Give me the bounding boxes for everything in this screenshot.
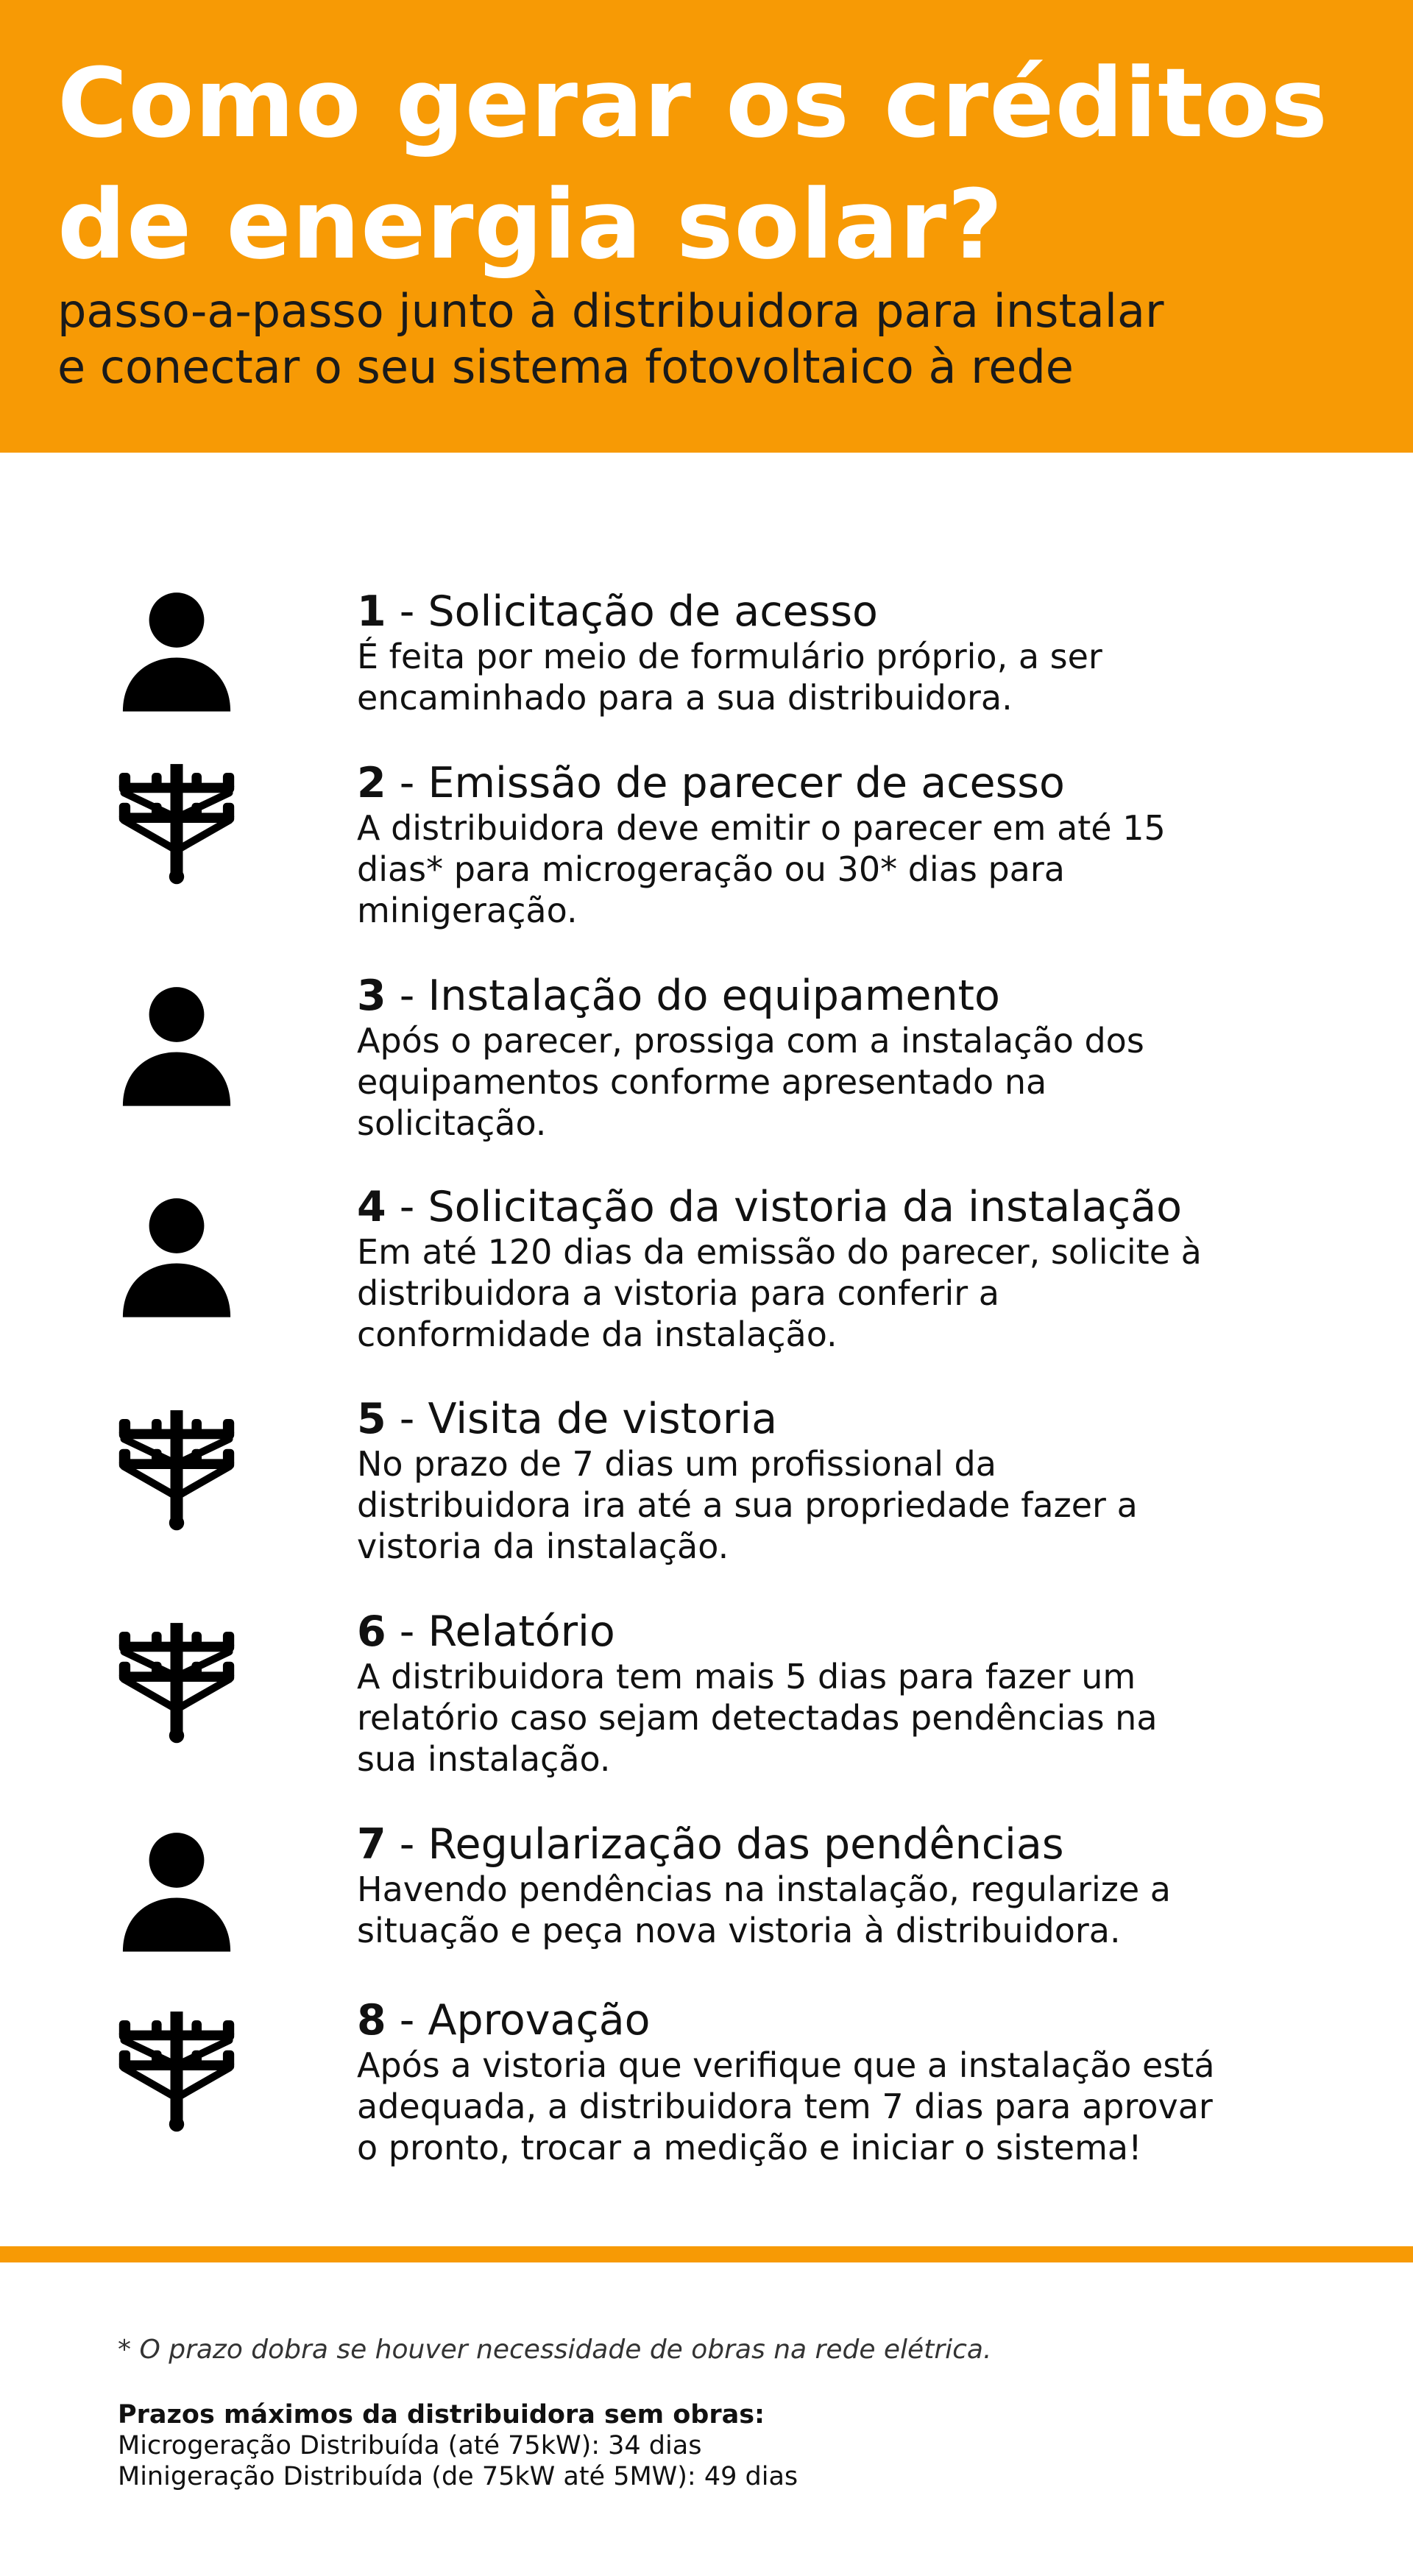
description-line: distribuidora ira até a sua propriedade fazer a	[357, 1485, 1138, 1525]
description-line: Após o parecer, prossiga com a instalação dos	[357, 1021, 1144, 1061]
step-text	[357, 1184, 1380, 1355]
description-line: Em até 120 dias da emissão do parecer, solicite à	[357, 1232, 1202, 1272]
footnote: * O prazo dobra se houver necessidade de obras na rede elétrica.	[118, 2335, 992, 2365]
description-line: A distribuidora tem mais 5 dias para fazer um	[357, 1657, 1136, 1696]
step-description	[357, 1231, 1380, 1355]
deadlines-title: Prazos máximos da distribuidora sem obras:	[118, 2400, 765, 2430]
step-text	[357, 1396, 1380, 1567]
step-description	[357, 636, 1380, 718]
step-heading: - Visita de vistoria	[386, 1395, 778, 1443]
power-pole-icon	[114, 760, 239, 885]
step-description	[357, 1020, 1380, 1144]
step-number: 4	[357, 1183, 386, 1231]
step-description	[357, 1656, 1380, 1780]
description-line: dias* para microgeração ou 30* dias para	[357, 849, 1065, 889]
description-line: solicitação.	[357, 1103, 547, 1143]
description-line: distribuidora a vistoria para conferir a	[357, 1273, 999, 1313]
step-title	[357, 1609, 1380, 1655]
person-icon	[114, 1195, 239, 1320]
step-heading: - Solicitação da vistoria da instalação	[386, 1183, 1183, 1231]
person-icon	[114, 983, 239, 1108]
deadline-minigeneration: Minigeração Distribuída (de 75kW até 5MW): 49 dias	[118, 2462, 798, 2491]
deadline-microgeneration: Microgeração Distribuída (até 75kW): 34 dias	[118, 2431, 702, 2460]
person-icon	[114, 589, 239, 714]
step-number: 7	[357, 1820, 386, 1869]
page-title	[57, 43, 1382, 286]
description-line: relatório caso sejam detectadas pendências na	[357, 1698, 1158, 1738]
step-description	[357, 1443, 1380, 1567]
step-heading: - Instalação do equipamento	[386, 972, 1000, 1020]
power-pole-icon	[114, 1406, 239, 1532]
step-text	[357, 760, 1380, 931]
step-description	[357, 2045, 1380, 2168]
step-heading: - Aprovação	[386, 1996, 651, 2045]
step-number: 8	[357, 1996, 386, 2045]
person-icon	[114, 1829, 239, 1954]
step-heading: - Emissão de parecer de acesso	[386, 759, 1065, 807]
step-number: 3	[357, 972, 386, 1020]
step-number: 2	[357, 759, 386, 807]
step-text	[357, 589, 1380, 718]
deadlines-block	[118, 2399, 798, 2492]
step-title	[357, 1184, 1380, 1230]
page-subtitle	[57, 283, 1382, 395]
description-line: minigeração.	[357, 891, 578, 930]
header-banner	[0, 0, 1413, 453]
description-line: o pronto, trocar a medição e iniciar o sistema!	[357, 2128, 1142, 2168]
step-title	[357, 1822, 1380, 1867]
bottom-divider	[0, 2246, 1413, 2262]
step-title	[357, 589, 1380, 634]
description-line: A distribuidora deve emitir o parecer em até 15	[357, 808, 1166, 848]
page-subtitle-line-2: e conectar o seu sistema fotovoltaico à rede	[57, 340, 1074, 394]
description-line: encaminhado para a sua distribuidora.	[357, 678, 1013, 718]
page-subtitle-line-1: passo-a-passo junto à distribuidora para instalar	[57, 284, 1164, 338]
description-line: adequada, a distribuidora tem 7 dias para aprovar	[357, 2087, 1213, 2126]
description-line: sua instalação.	[357, 1739, 611, 1779]
step-title	[357, 1396, 1380, 1442]
description-line: No prazo de 7 dias um profissional da	[357, 1444, 996, 1484]
step-number: 1	[357, 587, 386, 636]
step-description	[357, 807, 1380, 931]
step-heading: - Solicitação de acesso	[386, 587, 878, 636]
step-title	[357, 1998, 1380, 2043]
step-description	[357, 1869, 1380, 1951]
step-number: 5	[357, 1395, 386, 1443]
description-line: É feita por meio de formulário próprio, a ser	[357, 637, 1102, 676]
power-pole-icon	[114, 2008, 239, 2133]
step-title	[357, 760, 1380, 806]
description-line: Havendo pendências na instalação, regularize a	[357, 1869, 1171, 1909]
step-text	[357, 973, 1380, 1144]
description-line: vistoria da instalação.	[357, 1526, 729, 1566]
power-pole-icon	[114, 1619, 239, 1744]
description-line: situação e peça nova vistoria à distribuidora.	[357, 1911, 1121, 1950]
description-line: Após a vistoria que verifique que a instalação está	[357, 2045, 1215, 2085]
step-heading: - Relatório	[386, 1607, 615, 1656]
description-line: conformidade da instalação.	[357, 1314, 837, 1354]
step-text	[357, 1998, 1380, 2168]
step-number: 6	[357, 1607, 386, 1656]
page-title-line-2: de energia solar?	[57, 169, 1004, 280]
step-heading: - Regularização das pendências	[386, 1820, 1064, 1869]
step-title	[357, 973, 1380, 1019]
step-text	[357, 1609, 1380, 1780]
description-line: equipamentos conforme apresentado na	[357, 1062, 1047, 1102]
page-title-line-1: Como gerar os créditos	[57, 47, 1328, 159]
step-text	[357, 1822, 1380, 1951]
